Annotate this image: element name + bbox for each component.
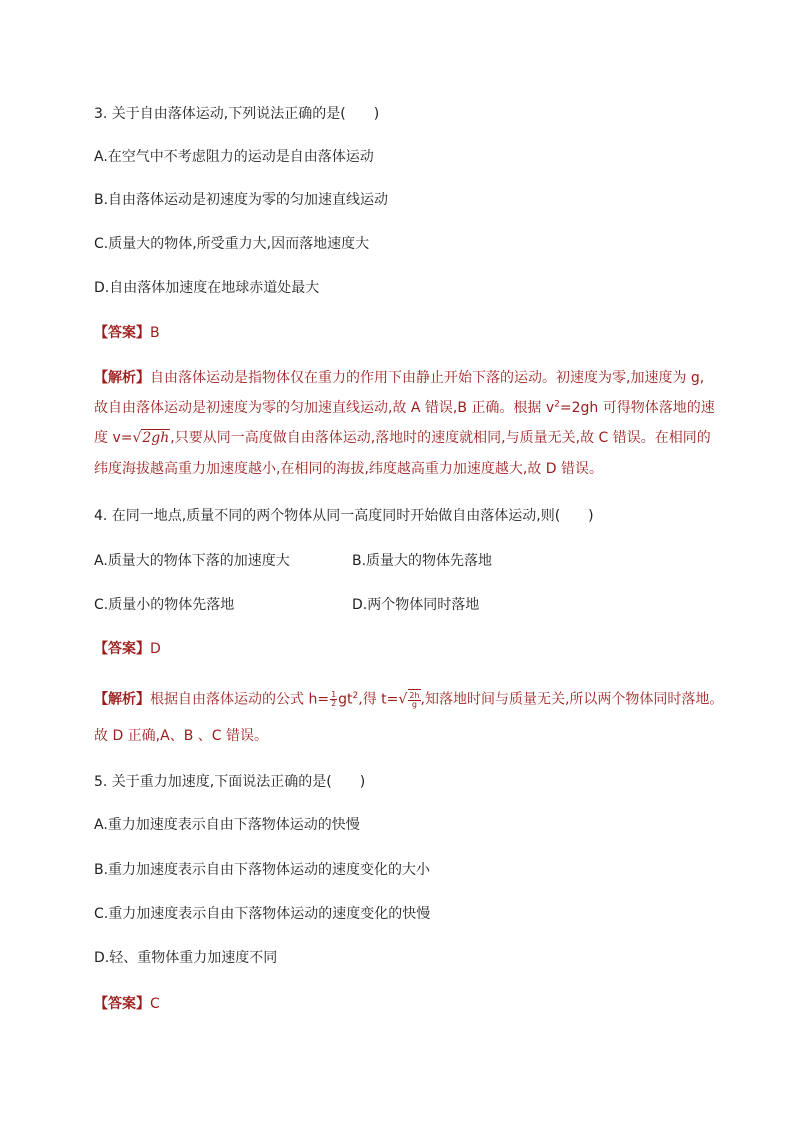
analysis-text: 故自由落体运动是初速度为零的匀加速直线运动,故 A 错误,B 正确。根据 v xyxy=(94,400,555,416)
question-4-option-c: C.质量小的物体先落地 xyxy=(94,597,235,613)
fraction-numerator: 1 xyxy=(331,690,337,699)
question-3-option-b: B.自由落体运动是初速度为零的匀加速直线运动 xyxy=(94,192,389,208)
fraction-numerator: 2h xyxy=(409,690,420,700)
analysis-text: ,知落地时间与质量无关,所以两个物体同时落地。 xyxy=(420,691,724,708)
question-4-analysis-line-2: 故 D 正确,A、B 、C 错误。 xyxy=(94,728,268,744)
question-3-analysis-line-4: 纬度海拔越高重力加速度越小,在相同的海拔,纬度越高重力加速度越大,故 D 错误。 xyxy=(94,461,604,477)
answer-value: B xyxy=(150,325,160,341)
fraction-one-half xyxy=(330,691,337,708)
question-5-stem: 5. 关于重力加速度,下面说法正确的是( ) xyxy=(94,774,366,790)
question-3-option-d: D.自由落体加速度在地球赤道处最大 xyxy=(94,280,320,296)
question-5-option-b: B.重力加速度表示自由下落物体运动的速度变化的大小 xyxy=(94,862,431,878)
question-5-answer xyxy=(94,994,160,1014)
superscript: 2 xyxy=(352,690,359,701)
answer-value: C xyxy=(150,996,160,1012)
square-root xyxy=(132,428,170,448)
question-4-answer xyxy=(94,639,161,659)
question-4-option-a: A.质量大的物体下落的加速度大 xyxy=(94,553,290,569)
radical-sign: √ xyxy=(132,430,142,446)
question-4-option-b: B.质量大的物体先落地 xyxy=(352,553,493,569)
analysis-text: 根据自由落体运动的公式 h= xyxy=(150,691,330,708)
answer-value: D xyxy=(150,641,161,657)
question-5-option-c: C.重力加速度表示自由下落物体运动的速度变化的快慢 xyxy=(94,906,431,922)
analysis-label: 【解析】 xyxy=(94,370,150,386)
question-5-option-a: A.重力加速度表示自由下落物体运动的快慢 xyxy=(94,817,360,833)
question-3-stem: 3. 关于自由落体运动,下列说法正确的是( ) xyxy=(94,106,380,122)
radicand-fraction xyxy=(408,692,420,709)
answer-label: 【答案】 xyxy=(94,325,150,341)
radical-sign: √ xyxy=(398,691,408,708)
answer-label: 【答案】 xyxy=(94,996,150,1012)
question-4-option-d: D.两个物体同时落地 xyxy=(352,597,480,613)
superscript: 2 xyxy=(554,399,560,410)
radicand: 2gh xyxy=(142,430,170,446)
question-3-analysis-line-1 xyxy=(94,368,704,388)
question-3-analysis-line-2 xyxy=(94,398,715,418)
square-root-fraction xyxy=(408,689,420,710)
answer-label: 【答案】 xyxy=(94,641,150,657)
question-4-stem: 4. 在同一地点,质量不同的两个物体从同一高度同时开始做自由落体运动,则( ) xyxy=(94,508,594,524)
question-3-option-c: C.质量大的物体,所受重力大,因而落地速度大 xyxy=(94,236,370,252)
question-3-option-a: A.在空气中不考虑阻力的运动是自由落体运动 xyxy=(94,149,374,165)
question-3-analysis-line-3 xyxy=(94,428,711,448)
analysis-text: ,只要从同一高度做自由落体运动,落地时的速度就相同,与质量无关,故 C 错误。在相同的 xyxy=(170,430,711,446)
analysis-text: 度 v= xyxy=(94,430,133,446)
question-5-option-d: D.轻、重物体重力加速度不同 xyxy=(94,950,278,966)
analysis-text: 自由落体运动是指物体仅在重力的作用下由静止开始下落的运动。初速度为零,加速度为 g, xyxy=(150,370,705,386)
analysis-text: =2gh 可得物体落地的速 xyxy=(559,400,715,416)
question-3-answer xyxy=(94,323,160,343)
question-4-analysis-line-1 xyxy=(94,689,723,710)
analysis-text: ,得 t= xyxy=(358,691,399,708)
fraction-denominator: 2 xyxy=(331,699,337,708)
analysis-text: gt xyxy=(338,691,353,708)
analysis-label: 【解析】 xyxy=(94,691,150,708)
fraction-denominator: g xyxy=(411,699,417,709)
